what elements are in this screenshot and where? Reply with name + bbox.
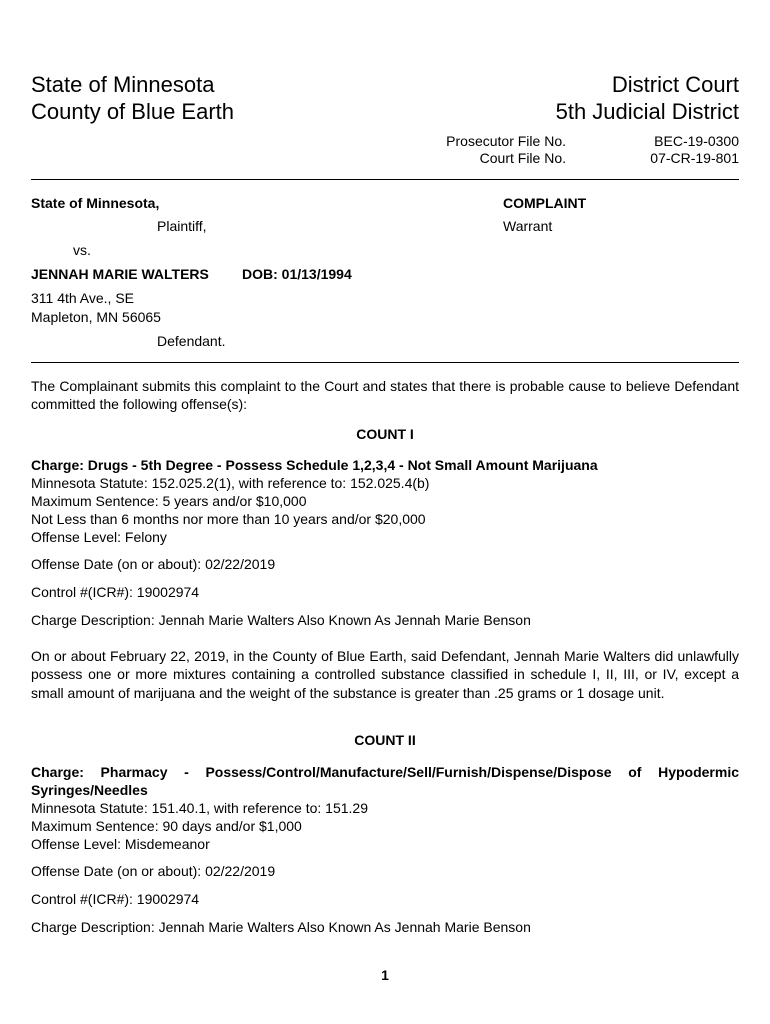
charge-statute: Minnesota Statute: 151.40.1, with reference to: 151.29	[31, 800, 368, 816]
versus-label: vs.	[73, 242, 91, 258]
charge-extra-sentence: Not Less than 6 months nor more than 10 years and/or $20,000	[31, 511, 426, 527]
charge-title: Charge: Pharmacy - Possess/Control/Manufacture/Sell/Furnish/Dispense/Dispose of Hypodermic Syringes/Needles	[31, 764, 739, 798]
charge-description: Charge Description: Jennah Marie Walters Also Known As Jennah Marie Benson	[31, 919, 531, 935]
court-file-label: Court File No.	[479, 150, 566, 166]
charge-max-sentence: Maximum Sentence: 90 days and/or $1,000	[31, 818, 302, 834]
page-number: 1	[381, 967, 389, 983]
document-type: COMPLAINT	[503, 195, 587, 211]
district-heading: 5th Judicial District	[555, 99, 739, 124]
defendant-name: JENNAH MARIE WALTERS	[31, 266, 209, 282]
offense-date: Offense Date (on or about): 02/22/2019	[31, 556, 276, 572]
prosecutor-file-label: Prosecutor File No.	[446, 133, 566, 149]
prosecutor-file-value: BEC-19-0300	[654, 133, 739, 149]
control-number: Control #(ICR#): 19002974	[31, 584, 200, 600]
defendant-role: Defendant.	[157, 333, 226, 349]
caption-divider	[31, 362, 739, 363]
count-charge-block	[31, 763, 739, 853]
charge-title: Charge: Drugs - 5th Degree - Possess Schedule 1,2,3,4 - Not Small Amount Marijuana	[31, 457, 598, 473]
plaintiff-name: State of Minnesota,	[31, 195, 160, 211]
header-divider	[31, 179, 739, 180]
defendant-address-line2: Mapleton, MN 56065	[31, 309, 161, 325]
document-subtype: Warrant	[503, 218, 553, 234]
charge-description: Charge Description: Jennah Marie Walters Also Known As Jennah Marie Benson	[31, 612, 531, 628]
count-heading: COUNT II	[354, 732, 416, 748]
county-heading: County of Blue Earth	[31, 99, 235, 124]
charge-statute: Minnesota Statute: 152.025.2(1), with reference to: 152.025.4(b)	[31, 475, 430, 491]
plaintiff-role: Plaintiff,	[157, 218, 207, 234]
defendant-dob: DOB: 01/13/1994	[242, 266, 352, 282]
charge-max-sentence: Maximum Sentence: 5 years and/or $10,000	[31, 493, 307, 509]
count-charge-block	[31, 456, 739, 546]
control-number: Control #(ICR#): 19002974	[31, 891, 200, 907]
intro-paragraph: The Complainant submits this complaint to the Court and states that there is probable cause to believe Defendant committed the following offense(s):	[31, 378, 739, 413]
charge-offense-level: Offense Level: Misdemeanor	[31, 836, 210, 852]
count-heading: COUNT I	[356, 426, 414, 442]
court-file-value: 07-CR-19-801	[650, 150, 739, 166]
defendant-address-line1: 311 4th Ave., SE	[31, 290, 135, 306]
state-heading: State of Minnesota	[31, 72, 215, 97]
offense-date: Offense Date (on or about): 02/22/2019	[31, 863, 276, 879]
charge-offense-level: Offense Level: Felony	[31, 529, 167, 545]
court-heading: District Court	[611, 72, 739, 97]
count-narrative: On or about February 22, 2019, in the County of Blue Earth, said Defendant, Jennah Marie Walters did unlawfully possess one or more mixtures containing a controlled substance classified in schedule I, II, III, or IV, except a small amount of marijuana and the weight of the substance is greater than .25 grams or 1 dosage unit.	[31, 648, 739, 701]
